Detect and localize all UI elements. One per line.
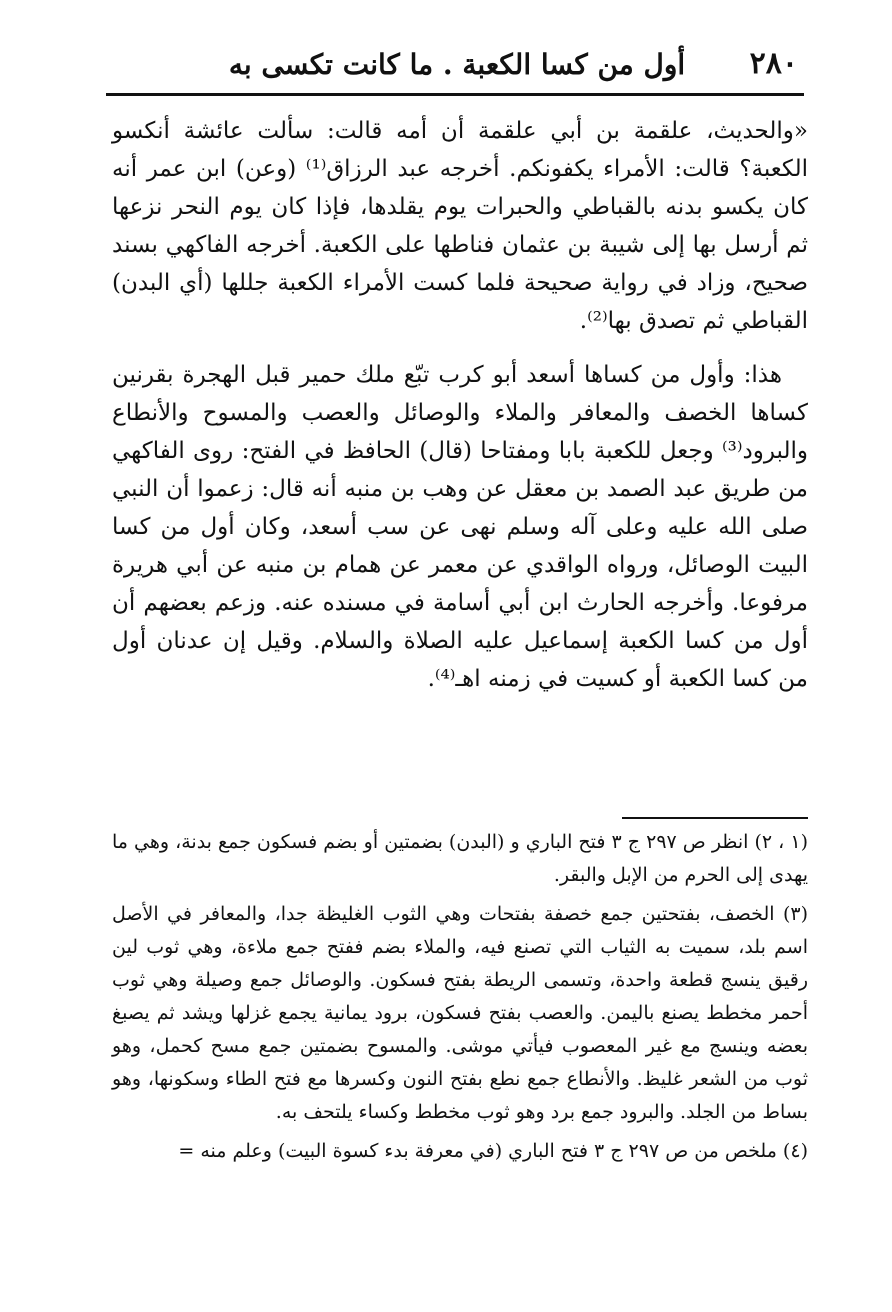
footnotes xyxy=(112,826,808,1174)
paragraph-1: «والحديث، علقمة بن أبي علقمة أن أمه قالت: سألت عائشة أنكسو الكعبة؟ قالت: الأمراء يكفونكم. أخرجه عبد الرزاق⁽¹⁾ (وعن) ابن عمر أنه كان يكسو بدنه بالقباطي والحبرات يوم يقلدها، فإذا كان يوم النحر نزعها ثم أرسل بها إلى شيبة بن عثمان فناطها على الكعبة. أخرجه الفاكهي بسند صحيح، وزاد في رواية صحيحة فلما كست الأمراء الكعبة جللها (أي البدن) القباطي ثم تصدق بها⁽²⁾. xyxy=(112,118,808,334)
footnote-1-2: (١ ، ٢) انظر ص ٢٩٧ ج ٣ فتح الباري و (البدن) بضمتين أو بضم فسكون جمع بدنة، وهي ما يهدى إلى الحرم من الإبل والبقر. xyxy=(112,831,809,886)
footnote-4: (٤) ملخص من ص ٢٩٧ ج ٣ فتح الباري (في معرفة بدء كسوة البيت) وعلم منه = xyxy=(178,1140,808,1162)
paragraph-2: هذا: وأول من كساها أسعد أبو كرب تبّع ملك حمير قبل الهجرة بقرنين كساها الخصف والمعافر والملاء والوصائل والعصب والمسوح والأنطاع والبرود⁽³⁾ وجعل للكعبة بابا ومفتاحا (قال) الحافظ في الفتح: روى الفاكهي من طريق عبد الصمد بن معقل عن وهب بن منبه أنه قال: زعموا أن النبي صلى الله عليه وعلى آله وسلم نهى عن سب أسعد، وكان أول من كسا البيت الوصائل، ورواه الواقدي عن معمر عن همام بن منبه عن أبي هريرة مرفوعا. وأخرجه الحارث ابن أبي أسامة في مسنده عنه. وزعم بعضهم أن أول من كسا الكعبة إسماعيل عليه الصلاة والسلام. وقيل إن عدنان أول من كسا الكعبة أو كسيت في زمنه اهـ⁽⁴⁾. xyxy=(112,362,808,692)
running-title: أول من كسا الكعبة . ما كانت تكسى به xyxy=(228,48,686,81)
footnote-divider xyxy=(622,817,808,819)
page-number: ٢٨٠ xyxy=(749,46,798,81)
header-divider xyxy=(106,93,804,96)
footnote-3: (٣) الخصف، بفتحتين جمع خصفة بفتحات وهي الثوب الغليظة جدا، والمعافر في الأصل اسم بلد، سميت به الثياب التي تصنع فيه، والملاء بضم ففتح جمع ملاءة، وهي ثوب لين رقيق ينسج قطعة واحدة، وتسمى الريطة بفتح فسكون. والوصائل جمع وصيلة وهي ثوب أحمر مخطط يصنع باليمن. والعصب بفتح فسكون، برود يمانية يجمع غزلها ويشد ثم يصبغ بعضه وينسج مع غير المعصوب فيأتي موشى. والمسوح بضمتين جمع مسح كحمل، وهو ثوب من الشعر غليظ. والأنطاع جمع نطع بفتح النون وكسرها مع فتح الطاء وسكونها، وهو بساط من الجلد. والبرود جمع برد وهو ثوب مخطط وكساء يلتحف به. xyxy=(112,903,808,1123)
page-header xyxy=(112,40,802,90)
main-text xyxy=(112,112,808,698)
